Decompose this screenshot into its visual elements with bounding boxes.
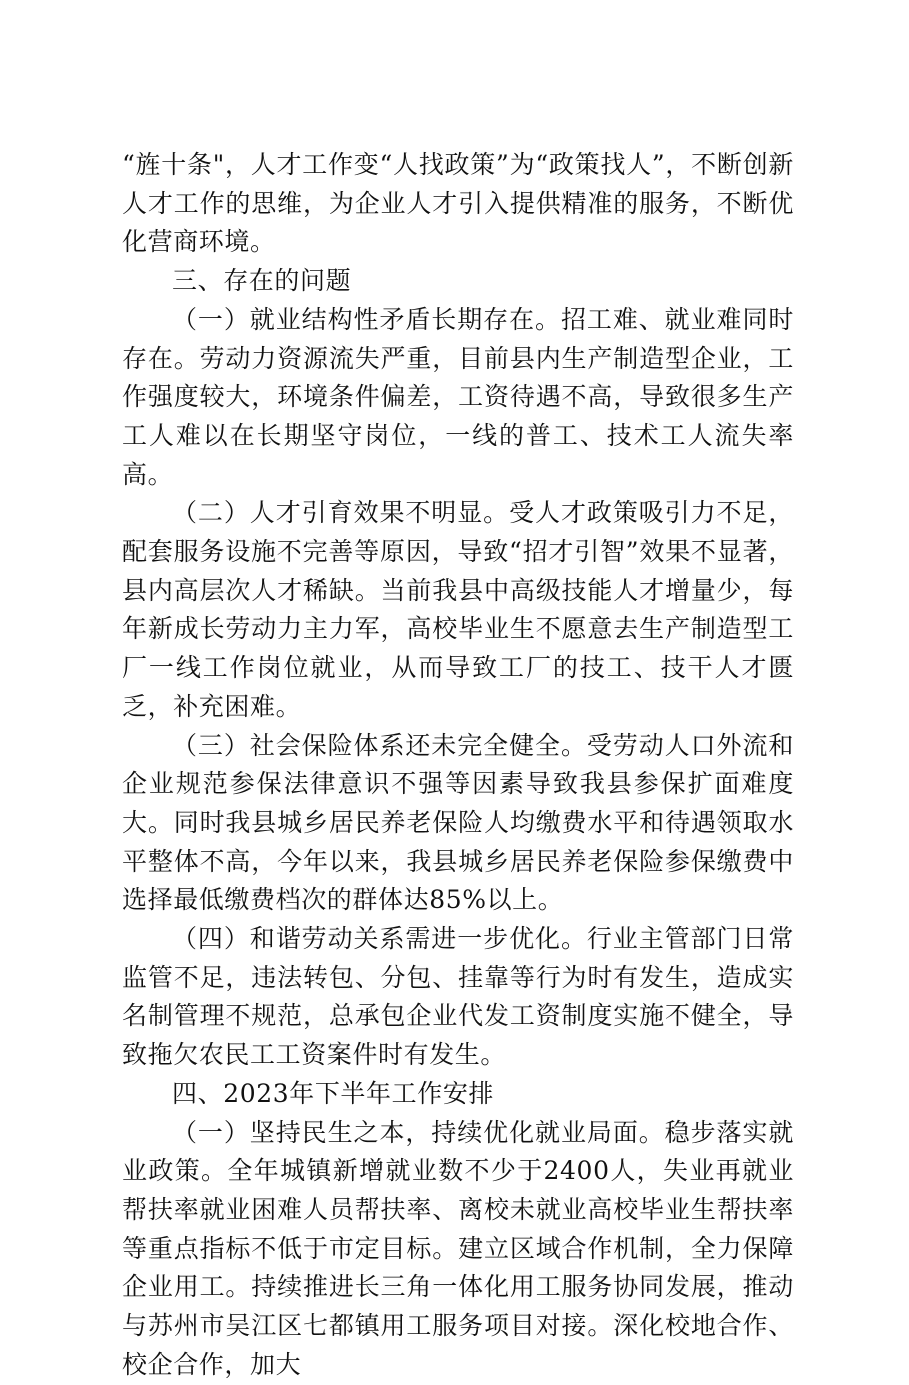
paragraph-employment-plan: （一）坚持民生之本，持续优化就业局面。稳步落实就业政策。全年城镇新增就业数不少于2400人，失业再就业帮扶率就业困难人员帮扶率、离校未就业高校毕业生帮扶率等重点指标不低于市定目标。建立区域合作机制，全力保障企业用工。持续推进长三角一体化用工服务协同发展，推动与苏州市吴江区七都镇用工服务项目对接。深化校地合作、校企合作，加大 (122, 1117, 794, 1379)
paragraph-talent-cultivation: （二）人才引育效果不明显。受人才政策吸引力不足，配套服务设施不完善等原因，导致“招才引智”效果不显著，县内高层次人才稀缺。当前我县中高级技能人才增量少，每年新成长劳动力主力军，高校毕业生不愿意去生产制造型工厂一线工作岗位就业，从而导致工厂的技工、技干人才匮乏，补充困难。 (122, 498, 794, 721)
section-heading-problems: 三、存在的问题 (172, 266, 352, 296)
paragraph-continuation: “旌十条"，人才工作变“人找政策”为“政策找人”，不断创新人才工作的思维，为企业人才引入提供精准的服务，不断优化营商环境。 (122, 150, 794, 257)
section-heading-work-plan: 四、2023年下半年工作安排 (172, 1078, 495, 1108)
paragraph-labor-relations: （四）和谐劳动关系需进一步优化。行业主管部门日常监管不足，违法转包、分包、挂靠等行为时有发生，造成实名制管理不规范，总承包企业代发工资制度实施不健全，导致拖欠农民工工资案件时有发生。 (122, 924, 794, 1070)
paragraph-social-insurance: （三）社会保险体系还未完全健全。受劳动人口外流和企业规范参保法律意识不强等因素导致我县参保扩面难度大。同时我县城乡居民养老保险人均缴费水平和待遇领取水平整体不高，今年以来，我县城乡居民养老保险参保缴费中选择最低缴费档次的群体达85%以上。 (122, 730, 794, 915)
document-page (122, 146, 794, 1385)
paragraph-employment-structure: （一）就业结构性矛盾长期存在。招工难、就业难同时存在。劳动力资源流失严重，目前县内生产制造型企业，工作强度较大，环境条件偏差，工资待遇不高，导致很多生产工人难以在长期坚守岗位，一线的普工、技术工人流失率高。 (122, 304, 794, 489)
